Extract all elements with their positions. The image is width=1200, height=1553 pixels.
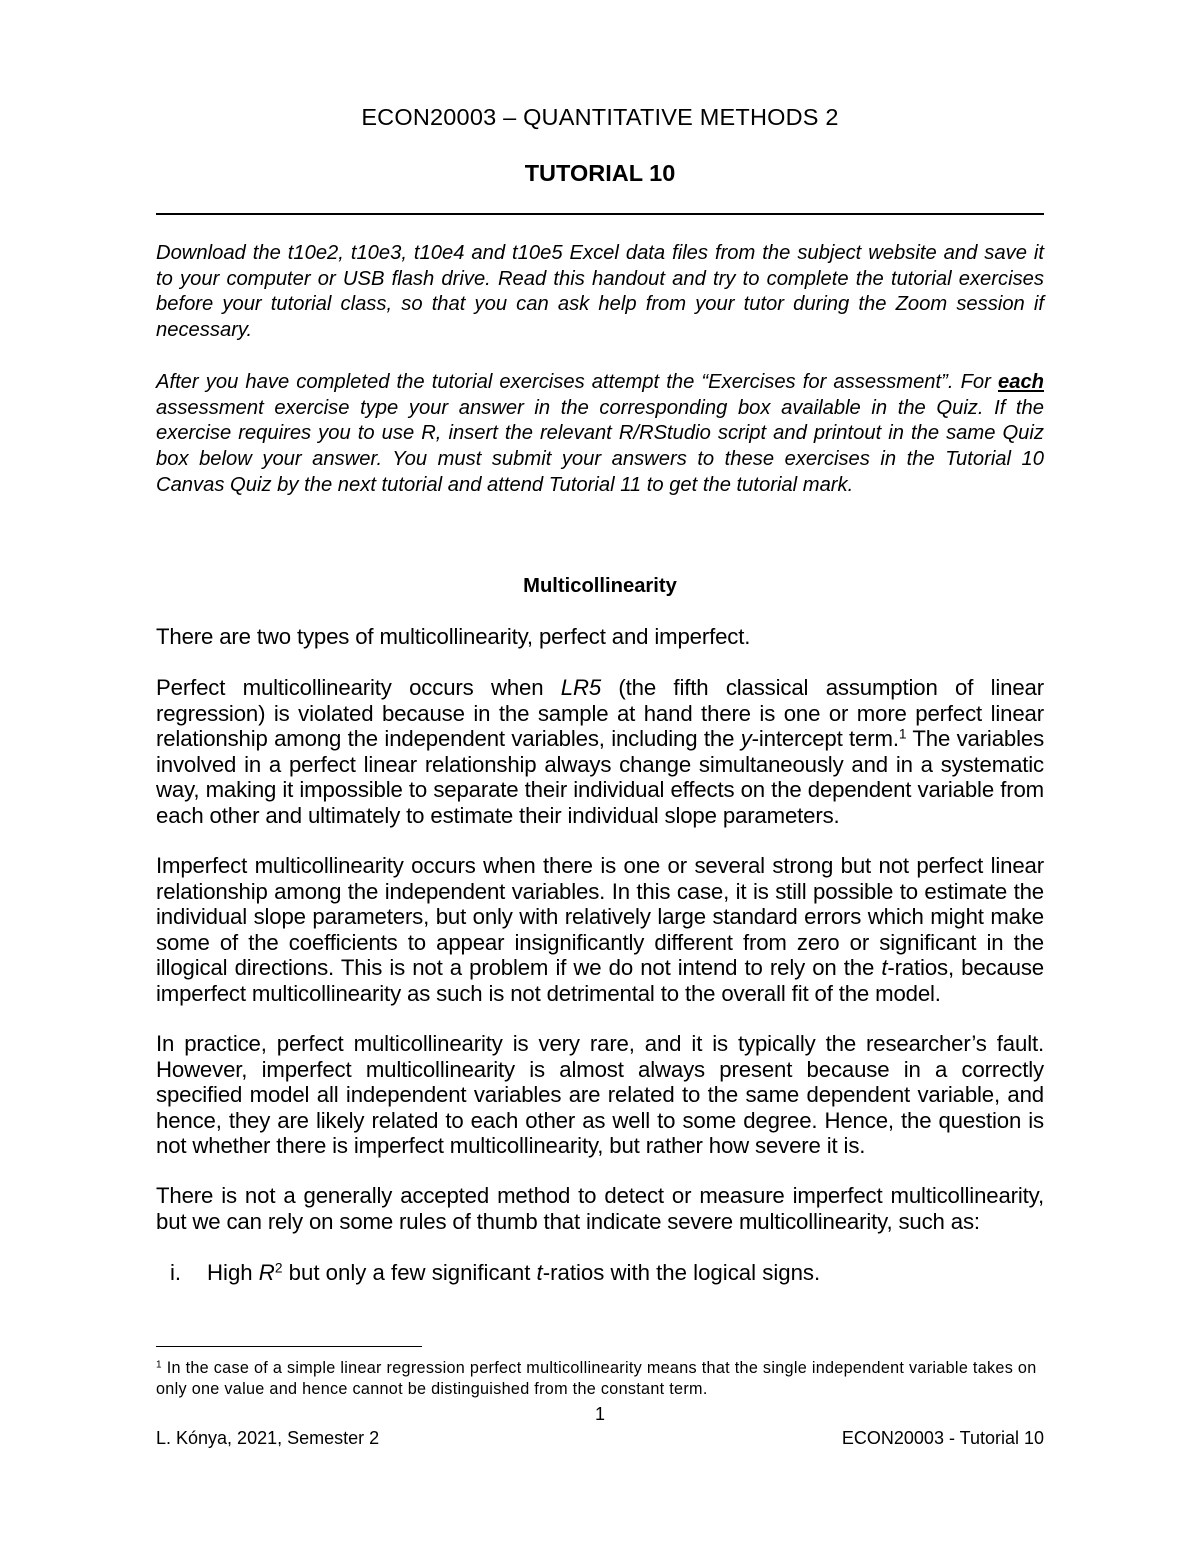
italic-term-y: y — [740, 726, 752, 751]
footnote — [156, 1358, 1044, 1399]
italic-term-t: t — [536, 1260, 543, 1285]
section-heading: Multicollinearity — [523, 575, 677, 597]
title-divider — [156, 213, 1044, 215]
body-text: The variables involved in a perfect linear relationship always change simultaneously and in a systematic way, making it impossible to separate their individual effects on the dependent variable from each other and ultimately to estimate their individual slope parameters. — [156, 726, 1045, 828]
body-paragraph-imperfect — [156, 853, 1044, 1006]
body-text: -intercept term. — [751, 726, 899, 751]
list-text: -ratios with the logical signs. — [542, 1260, 821, 1285]
intro-paragraph-download: Download the t10e2, t10e3, t10e4 and t10e5 Excel data files from the subject website and save it to your computer or USB flash drive. Read this handout and try to complete the tutorial exercises before your tutorial class, so that you can ask help from your tutor during the Zoom session if necessary. — [156, 242, 1044, 342]
body-paragraph-practice: In practice, perfect multicollinearity is very rare, and it is typically the researcher’s fault. However, imperfect multicollinearity is almost always present because in a correctly specified model all independent variables are related to the same dependent variable, and hence, they are likely related to each other as well to some degree. Hence, the question is not whether there is imperfect multicollinearity, but rather how severe it is. — [156, 1031, 1044, 1158]
body-text: -ratios, because imperfect multicollinearity as such is not detrimental to the overall fit of the model. — [156, 955, 1044, 1006]
footnote-reference[interactable]: 1 — [898, 726, 907, 742]
superscript: 2 — [274, 1260, 283, 1276]
list-item — [170, 1260, 820, 1286]
footer-author: L. Kónya, 2021, Semester 2 — [156, 1428, 380, 1448]
italic-term-t: t — [881, 955, 888, 980]
list-text: High — [207, 1260, 259, 1285]
list-text: but only a few significant — [282, 1260, 537, 1285]
footer-course: ECON20003 - Tutorial 10 — [841, 1428, 1044, 1448]
course-title: ECON20003 – QUANTITATIVE METHODS 2 — [361, 104, 839, 130]
body-paragraph-rules: There is not a generally accepted method to detect or measure imperfect multicollinearity, but we can rely on some rules of thumb that indicate severe multicollinearity, such as: — [156, 1183, 1044, 1234]
intro-text: assessment exercise type your answer in the corresponding box available in the Quiz. If the exercise requires you to use R, insert the relevant R/RStudio script and printout in the same Quiz box below your answer. You must submit your answers to these exercises in the Tutorial 10 Canvas Quiz by the next tutorial and attend Tutorial 11 to get the tutorial mark. — [156, 396, 1044, 496]
body-text: (the fifth classical assumption of linear regression) is violated because in the sample at hand there is one or more perfect linear relationship among the independent variables, including the — [156, 675, 1044, 751]
intro-paragraph-assessment — [156, 370, 1044, 499]
body-text: Imperfect multicollinearity occurs when there is one or several strong but not perfect linear relationship among the independent variables. In this case, it is still possible to estimate the individual slope parameters, but only with relatively large standard errors which might make some of the coefficients to appear insignificantly different from zero or significant in the illogical directions. This is not a problem if we do not intend to rely on the — [156, 853, 1044, 980]
list-marker: i. — [170, 1260, 182, 1285]
page-number: 1 — [594, 1404, 605, 1424]
footnote-text: In the case of a simple linear regression perfect multicollinearity means that the single independent variable takes on only one value and hence cannot be distinguished from the constant term. — [156, 1359, 1037, 1398]
italic-term-lr5: LR5 — [560, 675, 602, 700]
footnote-divider — [156, 1346, 422, 1347]
intro-text: After you have completed the tutorial exercises attempt the “Exercises for assessment”. For — [156, 371, 998, 393]
italic-term-r: R — [258, 1260, 275, 1285]
body-paragraph-perfect — [156, 675, 1044, 828]
footnote-marker: 1 — [156, 1359, 162, 1371]
body-paragraph: There are two types of multicollinearity, perfect and imperfect. — [156, 624, 751, 649]
body-text: Perfect multicollinearity occurs when — [156, 675, 561, 700]
emphasis-each: each — [997, 371, 1044, 393]
tutorial-title: TUTORIAL 10 — [524, 160, 676, 186]
